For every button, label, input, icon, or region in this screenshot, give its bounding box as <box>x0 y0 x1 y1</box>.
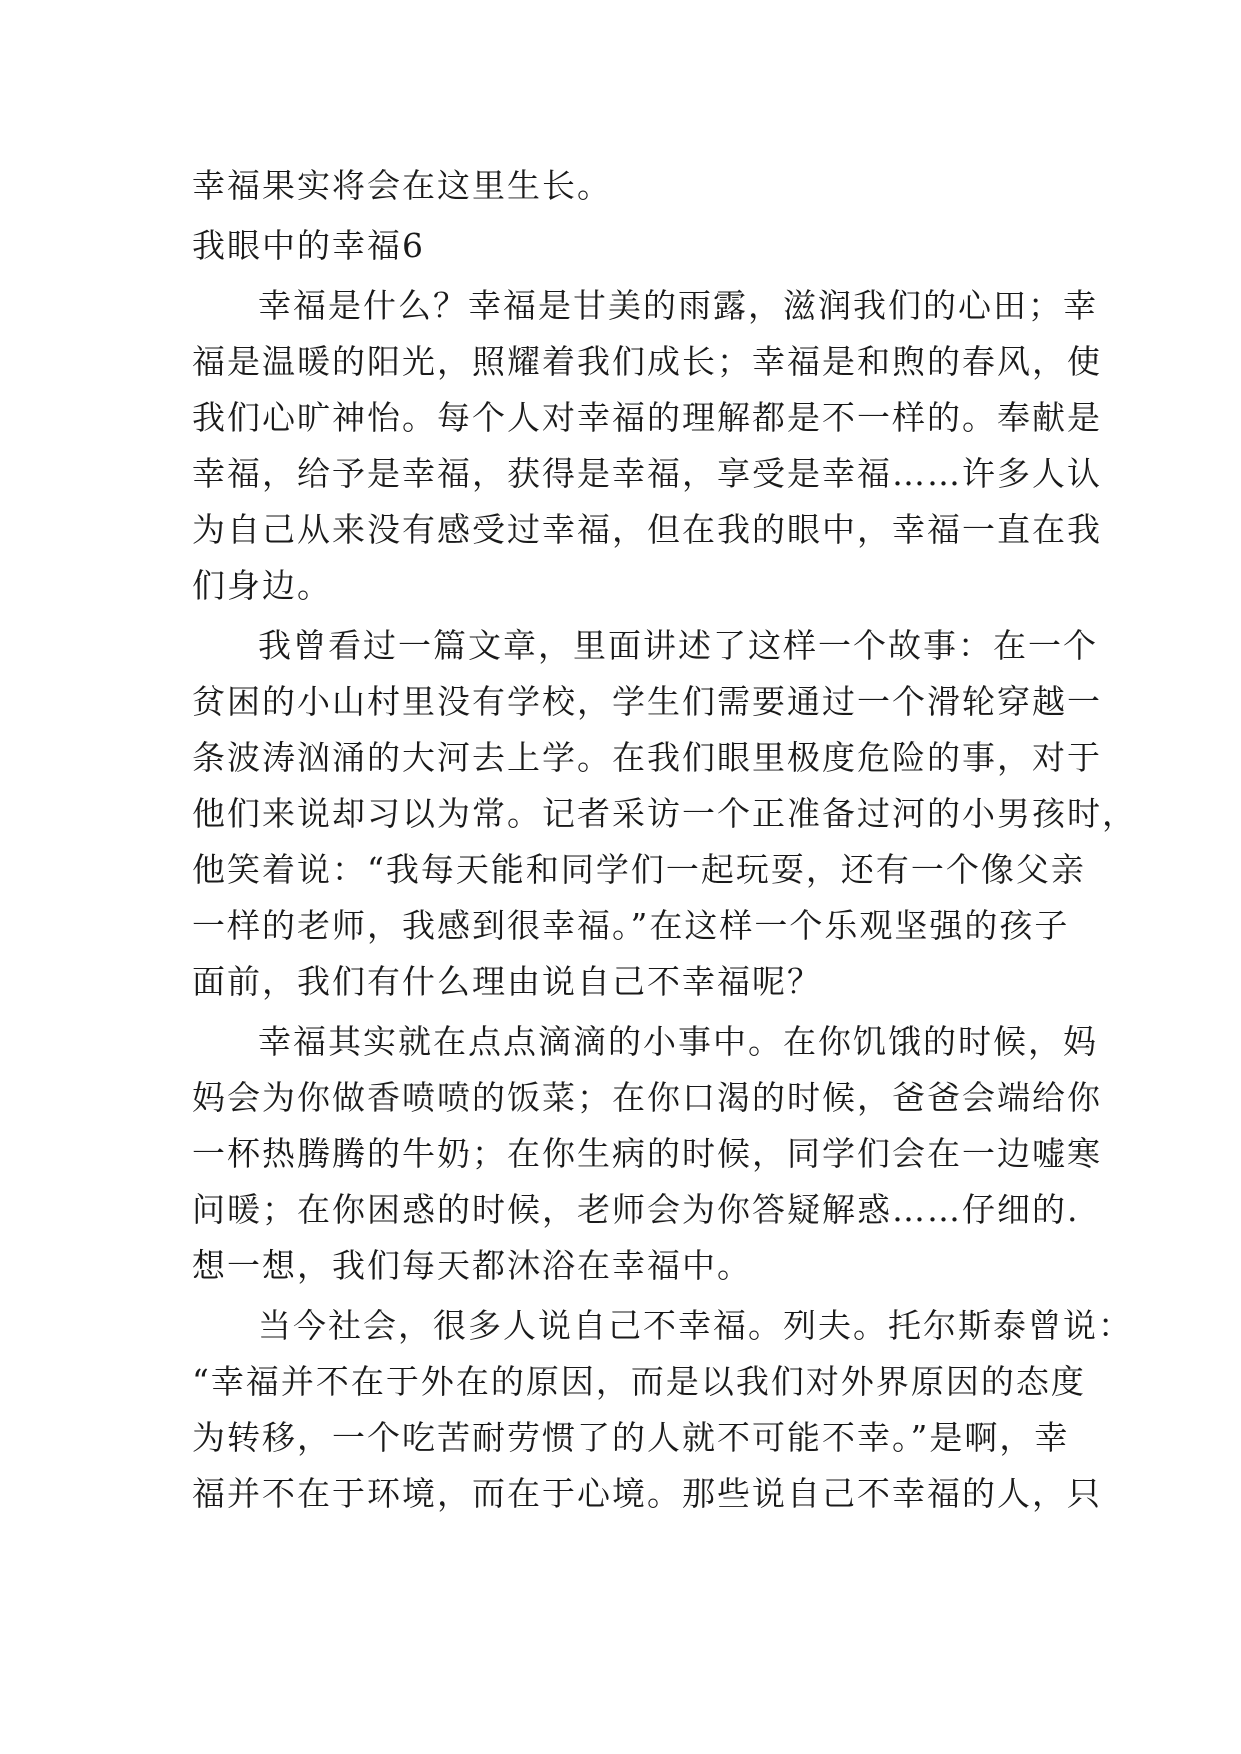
paragraph <box>192 278 1102 614</box>
paragraph-line: 幸福是什么？幸福是甘美的雨露，滋润我们的心田；幸 <box>258 286 1098 325</box>
page-title: 我眼中的幸福6 <box>192 226 425 265</box>
paragraph <box>192 1298 1133 1522</box>
paragraph-line: 他笑着说：“我每天能和同学们一起玩耍，还有一个像父亲 <box>192 850 1086 889</box>
paragraph-line: 福是温暖的阳光，照耀着我们成长；幸福是和煦的春风，使 <box>192 342 1102 381</box>
paragraph-line: 问暖；在你困惑的时候，老师会为你答疑解惑……仔细的. <box>192 1190 1080 1229</box>
paragraph-line: “幸福并不在于外在的原因，而是以我们对外界原因的态度 <box>192 1362 1086 1401</box>
paragraph <box>192 618 1137 1010</box>
paragraph-line: 想一想，我们每天都沐浴在幸福中。 <box>192 1246 752 1285</box>
paragraph-line: 为自己从来没有感受过幸福，但在我的眼中，幸福一直在我 <box>192 510 1102 549</box>
paragraph-line: 他们来说却习以为常。记者采访一个正准备过河的小男孩时， <box>192 794 1137 833</box>
lead-line: 幸福果实将会在这里生长。 <box>192 166 612 205</box>
paragraph-line: 们身边。 <box>192 566 332 605</box>
document-body <box>192 158 1137 1522</box>
paragraph-line: 福并不在于环境，而在于心境。那些说自己不幸福的人，只 <box>192 1474 1102 1513</box>
paragraph <box>192 1014 1102 1294</box>
paragraph-line: 幸福其实就在点点滴滴的小事中。在你饥饿的时候，妈 <box>258 1022 1098 1061</box>
paragraph-line: 一样的老师，我感到很幸福。”在这样一个乐观坚强的孩子 <box>192 906 1070 945</box>
paragraph-line: 一杯热腾腾的牛奶；在你生病的时候，同学们会在一边嘘寒 <box>192 1134 1102 1173</box>
paragraph-line: 条波涛汹涌的大河去上学。在我们眼里极度危险的事，对于 <box>192 738 1102 777</box>
paragraph-line: 我曾看过一篇文章，里面讲述了这样一个故事：在一个 <box>258 626 1098 665</box>
paragraph-line: 面前，我们有什么理由说自己不幸福呢？ <box>192 962 822 1001</box>
paragraph-line: 幸福，给予是幸福，获得是幸福，享受是幸福……许多人认 <box>192 454 1102 493</box>
paragraph-line: 为转移，一个吃苦耐劳惯了的人就不可能不幸。”是啊，幸 <box>192 1418 1070 1457</box>
paragraph-line: 贫困的小山村里没有学校，学生们需要通过一个滑轮穿越一 <box>192 682 1102 721</box>
paragraph-line: 妈会为你做香喷喷的饭菜；在你口渴的时候，爸爸会端给你 <box>192 1078 1102 1117</box>
paragraph-line: 我们心旷神怡。每个人对幸福的理解都是不一样的。奉献是 <box>192 398 1102 437</box>
paragraph-line: 当今社会，很多人说自己不幸福。列夫。托尔斯泰曾说： <box>258 1306 1133 1345</box>
